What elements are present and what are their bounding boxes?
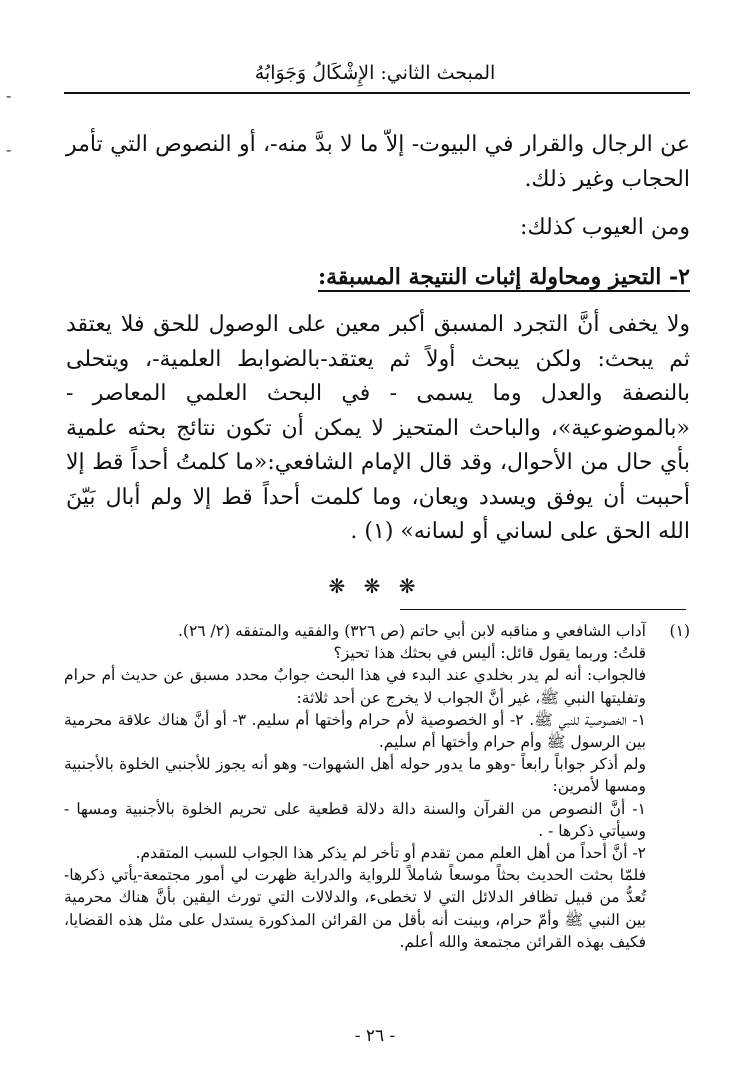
margin-mark: - xyxy=(6,86,12,105)
margin-mark: - xyxy=(6,140,12,159)
page-number: - ٢٦ - xyxy=(354,1026,396,1046)
footnote-line: قلتُ: وربما يقول قائل: أليس في بحثك هذا تحيز؟ xyxy=(333,644,646,663)
footnote-citation: آداب الشافعي و مناقبه لابن أبي حاتم (ص ٣٢٦) والفقيه والمتفقه (٢/ ٢٦). xyxy=(177,622,646,640)
footnote-line: ٢- أنَّ أحداً من أهل العلم ممن تقدم أو تأخر لم يذكر هذا الجواب للسبب المتقدم. xyxy=(135,844,646,863)
section-separator: ❋ ❋ ❋ xyxy=(328,574,422,598)
paragraph: عن الرجال والقرار في البيوت- إلاّ ما لا بدَّ منه-، أو النصوص التي تأمر الحجاب وغير ذلك. xyxy=(66,132,690,192)
footnote-line: فلمّا بحثت الحديث بحثاً موسعاً شاملاً للرواية والدراية ظهرت لي أمور مجتمعة-يأتي ذكرها- تُعدُّ من قبيل تظافر الدلائل التي لا تخطىء، والدلالات التي تورث اليقين بأنَّ هناك محرمية بين النبي ﷺ وأمّ حرام، وبينت أنه بأقل من القرائن المذكورة يستدل على مثل هذه القضايا، فكيف بهذه القرائن مجتمعة والله أعلم. xyxy=(64,866,646,951)
main-text xyxy=(66,128,690,550)
running-header: المبحث الثاني: الإِشْكَالُ وَجَوَابُهُ xyxy=(254,62,496,84)
footnote-line: فالجواب: أنه لم يدر بخلدي عند البدء في هذا البحث جوابٌ محدد مسبق عن حديث أم حرام وتفليتها النبي ﷺ، غير أنَّ الجواب لا يخرج عن أحد ثلاثة: xyxy=(64,666,646,707)
footnote-rule xyxy=(400,609,686,610)
footnote-line: ولم أذكر جواباً رابعاً -وهو ما يدور حوله أهل الشهوات- وهو أنه يجوز للأجنبي الخلوة بالأجنبية ومسها لأمرين: xyxy=(64,755,646,796)
footnote-line: ١- الخصوصية للنبي ﷺ. ٢- أو الخصوصية لأم حرام وأختها أم سليم. ٣- أو أنَّ هناك علاقة محرمية بين الرسول ﷺ وأم حرام وأختها أم سليم. xyxy=(64,710,646,752)
footnotes xyxy=(64,620,690,953)
footnote-number: (١) xyxy=(669,622,690,640)
section-heading: ٢- التحيز ومحاولة إثبات النتيجة المسبقة: xyxy=(318,263,690,290)
header-rule xyxy=(64,92,690,94)
footnote-line: ١- أنَّ النصوص من القرآن والسنة دالة دلالة قطعية على تحريم الخلوة بالأجنبية ومسها - وسيأتي ذكرها - . xyxy=(64,799,646,840)
paragraph: ومن العيوب كذلك: xyxy=(520,215,690,240)
paragraph: ولا يخفى أنَّ التجرد المسبق أكبر معين على الوصول للحق فلا يعتقد ثم يبحث: ولكن يبحث أولاً ثم يعتقد-بالضوابط العلمية-، ويتحلى بالنصفة والعدل وما يسمى - في البحث العلمي المعاصر - «بالموضوعية»، والباحث المتحيز لا يمكن أن تكون نتائج بحثه علمية بأي حال من الأحوال، وقد قال الإمام الشافعي:«ما كلمتُ أحداً قط إلا أحببت أن يوفق ويسدد ويعان، وما كلمت أحداً قط إلا ولم أبال بَيّنَ الله الحق على لساني أو لسانه» (١) . xyxy=(66,312,691,544)
